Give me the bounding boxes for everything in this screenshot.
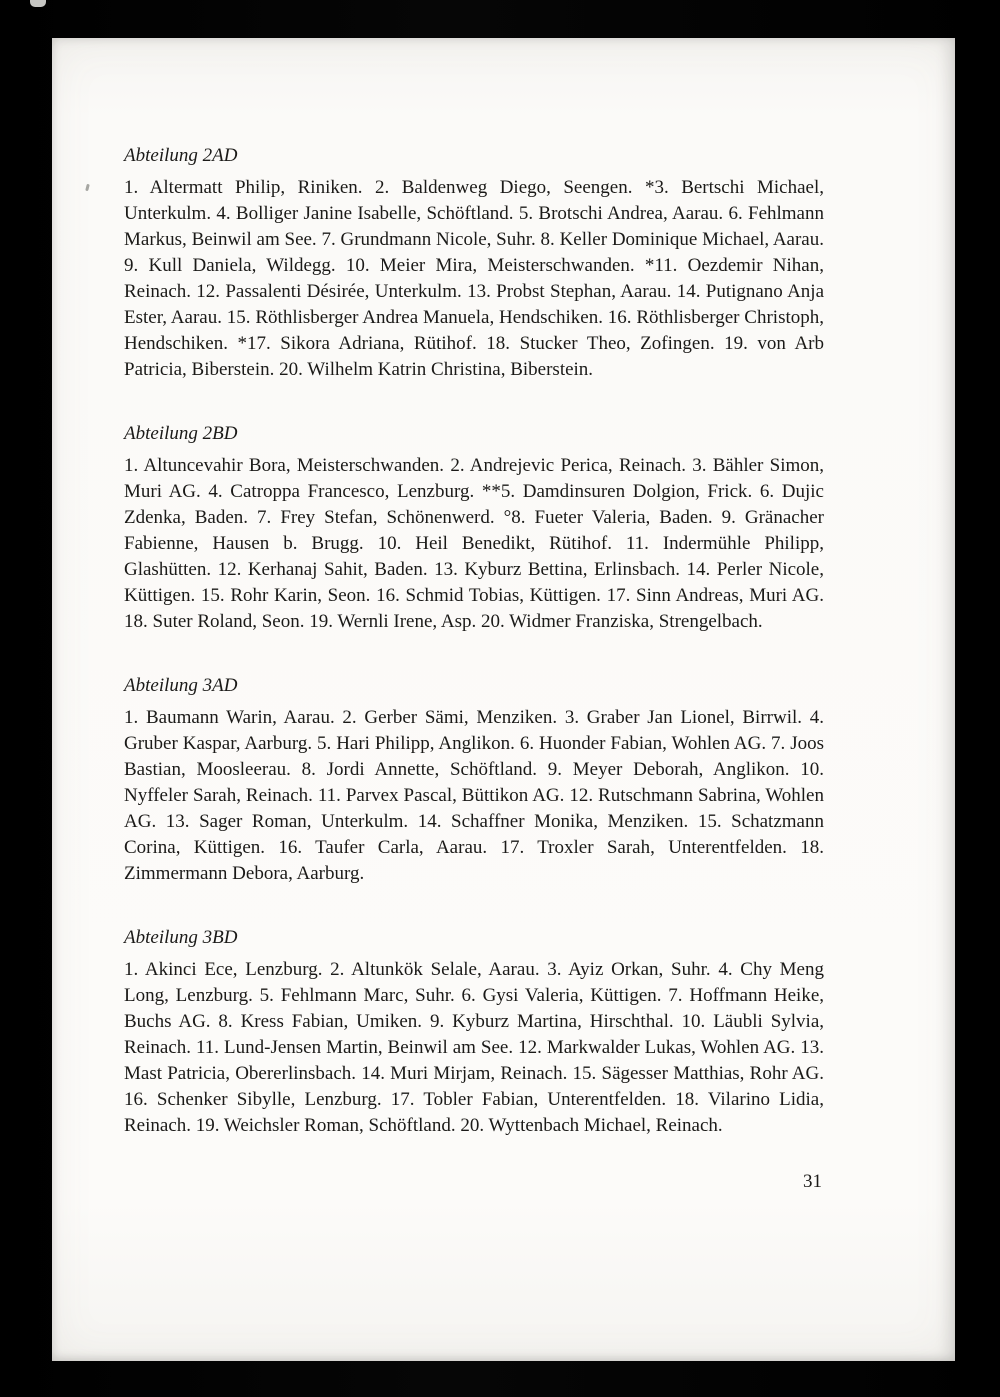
section-abteilung-2ad (124, 143, 824, 383)
document-page (52, 38, 955, 1361)
section-title-3bd: Abteilung 3BD (124, 927, 238, 948)
section-body-2bd: 1. Altuncevahir Bora, Meisterschwanden. 2. Andrejevic Perica, Reinach. 3. Bähler Simon, Muri AG. 4. Catroppa Francesco, Lenzburg. **5. Damdinsuren Dolgion, Frick. 6. Dujic Zdenka, Baden. 7. Frey Stefan, Schönenwerd. °8. Fueter Valeria, Baden. 9. Gränacher Fabienne, Hausen b. Brugg. 10. Heil Benedikt, Rütihof. 11. Indermühle Philipp, Glashütten. 12. Kerhanaj Sahit, Baden. 13. Kyburz Bettina, Erlinsbach. 14. Perler Nicole, Küttigen. 15. Rohr Karin, Seon. 16. Schmid Tobias, Küttigen. 17. Sinn Andreas, Muri AG. 18. Suter Roland, Seon. 19. Wernli Irene, Asp. 20. Widmer Franziska, Strengelbach. (124, 455, 824, 632)
section-title-3ad: Abteilung 3AD (124, 675, 238, 696)
section-body-3bd: 1. Akinci Ece, Lenzburg. 2. Altunkök Selale, Aarau. 3. Ayiz Orkan, Suhr. 4. Chy Meng Long, Lenzburg. 5. Fehlmann Marc, Suhr. 6. Gysi Valeria, Küttigen. 7. Hoffmann Heike, Buchs AG. 8. Kress Fabian, Umiken. 9. Kyburz Martina, Hirschthal. 10. Läubli Sylvia, Reinach. 11. Lund-Jensen Martin, Beinwil am See. 12. Markwalder Lukas, Wohlen AG. 13. Mast Patricia, Obererlinsbach. 14. Muri Mirjam, Reinach. 15. Sägesser Matthias, Rohr AG. 16. Schenker Sibylle, Lenzburg. 17. Tobler Fabian, Unterentfelden. 18. Vilarino Lidia, Reinach. 19. Weichsler Roman, Schöftland. 20. Wyttenbach Michael, Reinach. (124, 959, 824, 1136)
section-body-2ad: 1. Altermatt Philip, Riniken. 2. Baldenweg Diego, Seengen. *3. Bertschi Michael, Unterkulm. 4. Bolliger Janine Isabelle, Schöftland. 5. Brotschi Andrea, Aarau. 6. Fehlmann Markus, Beinwil am See. 7. Grundmann Nicole, Suhr. 8. Keller Dominique Michael, Aarau. 9. Kull Daniela, Wildegg. 10. Meier Mira, Meisterschwanden. *11. Oezdemir Nihan, Reinach. 12. Passalenti Désirée, Unterkulm. 13. Probst Stephan, Aarau. 14. Putignano Anja Ester, Aarau. 15. Röthlisberger Andrea Manuela, Hendschiken. 16. Röthlisberger Christoph, Hendschiken. *17. Sikora Adriana, Rütihof. 18. Stucker Theo, Zofingen. 19. von Arb Patricia, Biberstein. 20. Wilhelm Katrin Christina, Biberstein. (124, 177, 824, 380)
section-title-2ad: Abteilung 2AD (124, 145, 238, 166)
scan-edge-artifact (30, 0, 46, 7)
section-abteilung-3ad (124, 673, 824, 887)
section-abteilung-2bd (124, 421, 824, 635)
section-title-2bd: Abteilung 2BD (124, 423, 238, 444)
page-number: 31 (803, 1171, 822, 1192)
scan-speck (85, 184, 90, 192)
section-body-3ad: 1. Baumann Warin, Aarau. 2. Gerber Sämi, Menziken. 3. Graber Jan Lionel, Birrwil. 4. Gruber Kaspar, Aarburg. 5. Hari Philipp, Anglikon. 6. Huonder Fabian, Wohlen AG. 7. Joos Bastian, Moosleerau. 8. Jordi Annette, Schöftland. 9. Meyer Deborah, Anglikon. 10. Nyffeler Sarah, Reinach. 11. Parvex Pascal, Büttikon AG. 12. Rutschmann Sabrina, Wohlen AG. 13. Sager Roman, Unterkulm. 14. Schaffner Monika, Menziken. 15. Schatzmann Corina, Küttigen. 16. Taufer Carla, Aarau. 17. Troxler Sarah, Unterentfelden. 18. Zimmermann Debora, Aarburg. (124, 707, 824, 884)
section-abteilung-3bd (124, 925, 824, 1139)
text-block (124, 143, 824, 1195)
